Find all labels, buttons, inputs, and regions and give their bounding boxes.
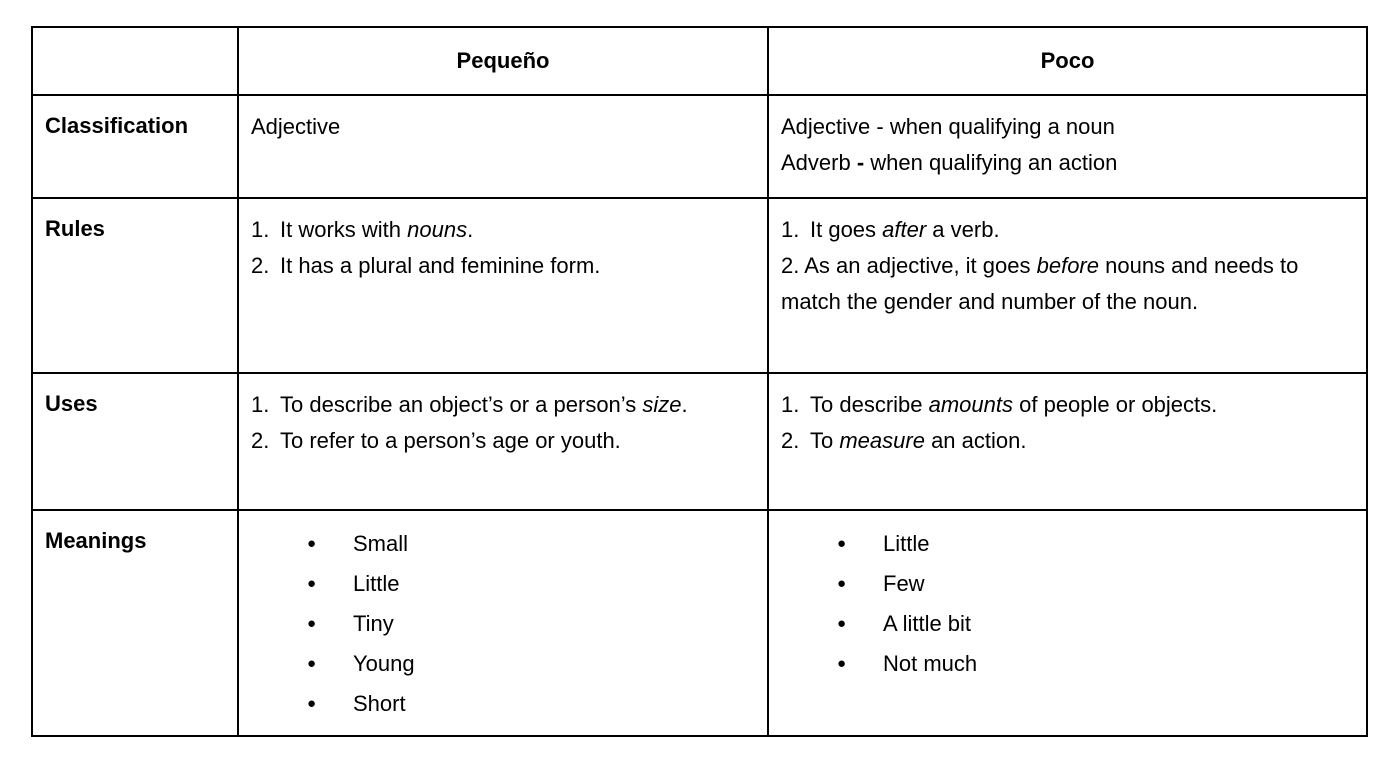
comparison-table (31, 26, 1368, 737)
numbered-list-item (781, 212, 1352, 248)
text-segment: before (1036, 253, 1099, 278)
text-line (251, 109, 753, 145)
list-item-text (353, 524, 408, 564)
numbered-list-item (251, 248, 753, 284)
list-item-text (883, 564, 925, 604)
bullet-icon: ● (837, 575, 847, 592)
list-item-text (353, 564, 399, 604)
list-number: 1. (781, 217, 800, 242)
text-segment: Young (353, 651, 415, 676)
text-segment: measure (839, 428, 925, 453)
list-item-text (280, 423, 621, 459)
bullet-icon: ● (837, 655, 847, 672)
text-line (781, 109, 1352, 145)
list-item-text (280, 387, 688, 423)
text-segment: To (810, 428, 840, 453)
text-segment: To describe an object’s or a person’s (280, 392, 643, 417)
text-segment: 2. As an adjective, it goes (781, 253, 1037, 278)
text-line (781, 145, 1352, 181)
text-segment: Small (353, 531, 409, 556)
cell-meanings-poco (767, 509, 1366, 735)
row-label-meanings: Meanings (33, 509, 237, 735)
list-item-text (883, 604, 971, 644)
bullet-list-item (251, 604, 753, 644)
text-segment: It works with (280, 217, 408, 242)
cell-rules-pequeno (237, 197, 767, 372)
numbered-list-item (251, 212, 753, 248)
text-segment: Adjective - when qualifying a noun (781, 114, 1115, 139)
cell-classification-poco (767, 94, 1366, 197)
text-segment: amounts (928, 392, 1014, 417)
cell-uses-pequeno (237, 372, 767, 509)
bullet-list-item (781, 524, 1352, 564)
text-segment: To describe (810, 392, 929, 417)
cell-rules-poco (767, 197, 1366, 372)
bullet-list-item (251, 684, 753, 724)
cell-uses-poco (767, 372, 1366, 509)
list-number: 2. (781, 428, 800, 453)
text-segment: nouns (407, 217, 468, 242)
list-item-text (353, 644, 415, 684)
row-label-uses: Uses (33, 372, 237, 509)
header-pequeno: Pequeño (237, 28, 767, 94)
list-item-text (353, 604, 394, 644)
text-segment: of people or objects. (1013, 392, 1218, 417)
bullet-list-item (781, 604, 1352, 644)
list-item-text (810, 423, 1026, 459)
list-item-text (280, 212, 473, 248)
bullet-icon: ● (307, 535, 317, 552)
bullet-icon: ● (307, 615, 317, 632)
text-segment: Few (883, 571, 925, 596)
text-segment: . (467, 217, 474, 242)
text-segment: when qualifying an action (864, 150, 1118, 175)
text-segment: It goes (810, 217, 883, 242)
numbered-list-item (781, 423, 1352, 459)
bullet-icon: ● (837, 615, 847, 632)
bullet-list-item (251, 524, 753, 564)
text-segment: a verb. (926, 217, 1000, 242)
bullet-list-item (781, 644, 1352, 684)
text-segment: Adjective (251, 114, 341, 139)
numbered-list-item (251, 387, 753, 423)
list-item-text (810, 212, 1000, 248)
bullet-icon: ● (837, 535, 847, 552)
text-segment: It has a plural and feminine form. (280, 253, 601, 278)
text-segment: size (642, 392, 682, 417)
list-item-text (810, 387, 1217, 423)
text-segment: Adverb (781, 150, 857, 175)
text-segment: - (856, 150, 865, 175)
text-segment: A little bit (883, 611, 972, 636)
list-number: 2. (251, 428, 270, 453)
list-item-text (883, 644, 977, 684)
cell-meanings-pequeno (237, 509, 767, 735)
list-item-text (280, 248, 600, 284)
text-segment: Not much (883, 651, 978, 676)
list-number: 2. (251, 253, 270, 278)
text-segment: To refer to a person’s age or youth. (280, 428, 621, 453)
bullet-icon: ● (307, 575, 317, 592)
list-number: 1. (251, 217, 270, 242)
numbered-list-item (251, 423, 753, 459)
list-item-text (883, 524, 929, 564)
bullet-list-item (251, 564, 753, 604)
text-segment: an action. (924, 428, 1027, 453)
row-label-classification: Classification (33, 94, 237, 197)
cell-classification-pequeno (237, 94, 767, 197)
row-label-rules: Rules (33, 197, 237, 372)
text-segment: Tiny (353, 611, 394, 636)
header-corner-cell (33, 28, 237, 94)
text-segment: Short (353, 691, 406, 716)
list-number: 1. (781, 392, 800, 417)
text-line (781, 248, 1352, 320)
header-poco: Poco (767, 28, 1366, 94)
numbered-list-item (781, 387, 1352, 423)
bullet-icon: ● (307, 695, 317, 712)
bullet-icon: ● (307, 655, 317, 672)
bullet-list-item (781, 564, 1352, 604)
text-segment: Little (353, 571, 400, 596)
list-item-text (353, 684, 406, 724)
text-segment: Little (883, 531, 930, 556)
text-segment: after (882, 217, 927, 242)
list-number: 1. (251, 392, 270, 417)
text-segment: . (681, 392, 688, 417)
bullet-list-item (251, 644, 753, 684)
text-segment: nouns and needs to match the gender and number of the noun. (781, 253, 1299, 314)
